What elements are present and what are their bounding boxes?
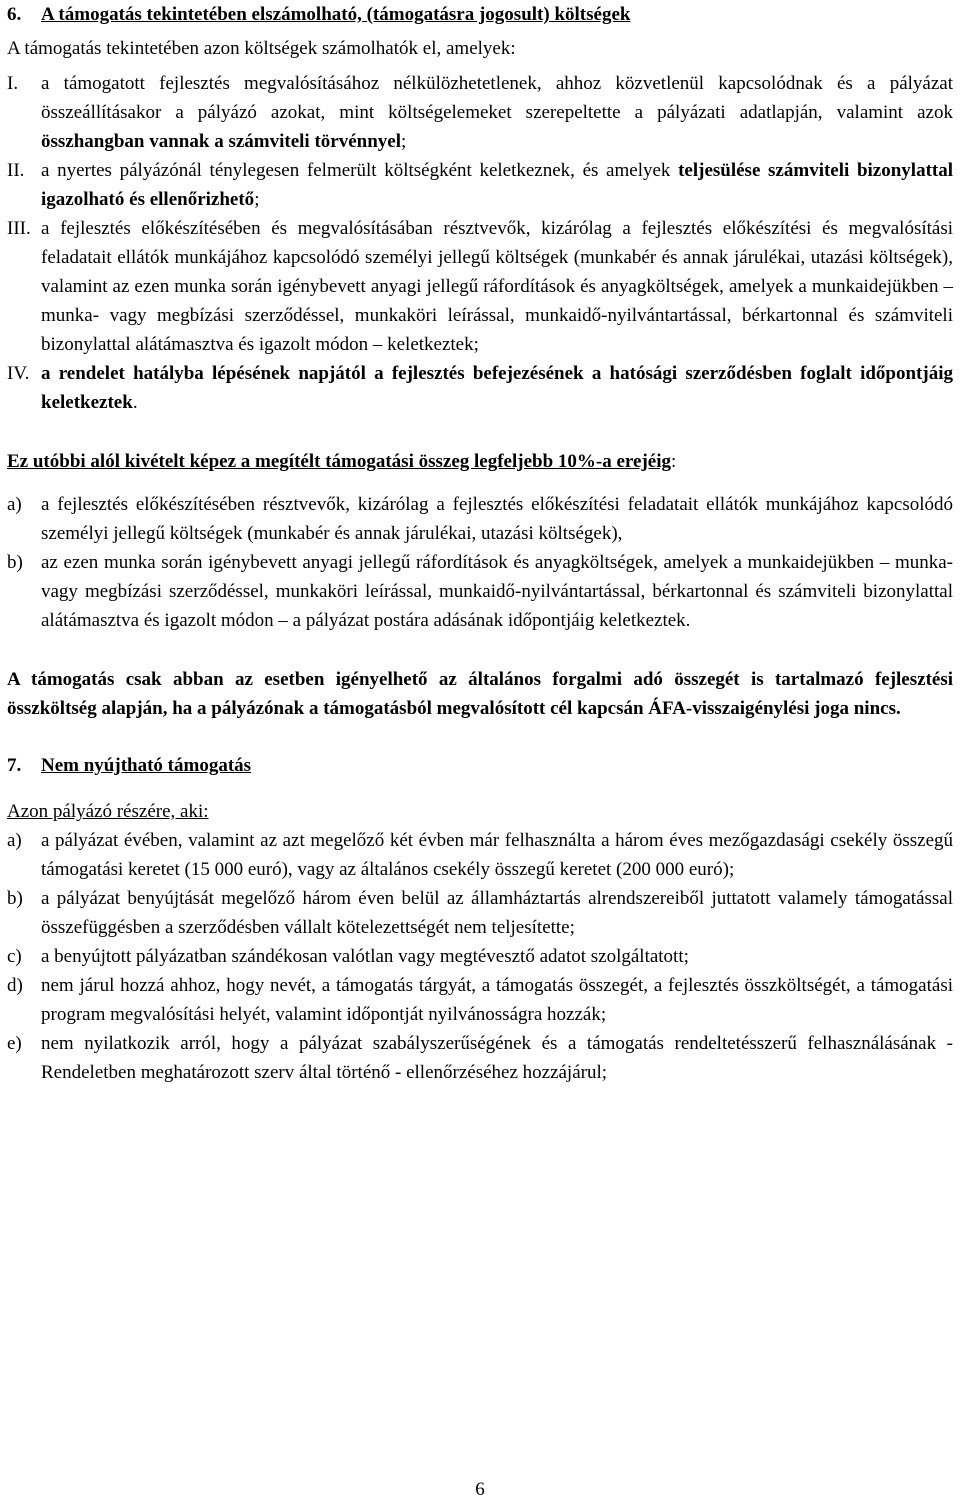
list-item-label: e) <box>7 1033 22 1054</box>
list-item-text: nem nyilatkozik arról, hogy a pályázat szabályszerűségének és a támogatás rendeltetésszerű felhasználásának - Rendeletben meghatározott szerv által történő - ellenőrzéséhez hozzájárul; <box>41 1033 953 1083</box>
list-item-label: b) <box>7 552 23 573</box>
list-item <box>7 1029 953 1087</box>
list-item <box>7 156 953 214</box>
list-item-label: I. <box>7 73 19 94</box>
section-6-title: A támogatás tekintetében elszámolható, (támogatásra jogosult) költségek <box>41 4 631 25</box>
section-7-intro: Azon pályázó részére, aki: <box>7 801 209 822</box>
list-item-text: a benyújtott pályázatban szándékosan valótlan vagy megtévesztő adatot szolgáltatott; <box>41 946 689 967</box>
list-item <box>7 69 953 156</box>
section-7-number: 7. <box>7 755 22 776</box>
list-item-label: a) <box>7 494 22 515</box>
list-item-text: az ezen munka során igénybevett anyagi jellegű ráfordítások és anyagköltségek, amelyek a munkaidejükben – munka- vagy megbízási szerződéssel, munkaköri leírással, munkaidő-nyilvántartással, bérkartonnal és számviteli bizonylattal alátámasztva és igazolt módon – a pályázat postára adásának időpontjáig keletkeztek. <box>41 552 953 631</box>
list-item-label: a) <box>7 830 22 851</box>
list-item-label: c) <box>7 946 22 967</box>
section-6-intro: A támogatás tekintetében azon költségek számolhatók el, amelyek: <box>7 38 516 59</box>
list-item <box>7 548 953 635</box>
section-7-title: Nem nyújtható támogatás <box>41 755 252 776</box>
exception-item-list <box>7 490 953 635</box>
exception-heading: Ez utóbbi alól kivételt képez a megítélt támogatási összeg legfeljebb 10%-a erejéig: <box>7 451 677 472</box>
section-6-heading <box>7 0 953 29</box>
list-item-text: a fejlesztés előkészítésében résztvevők, kizárólag a fejlesztés előkészítési feladatait ellátók munkájához kapcsolódó személyi jellegű költségek (munkabér és annak járulékai, utazási költségek), <box>41 494 953 544</box>
list-item <box>7 214 953 359</box>
list-item-label: IV. <box>7 363 30 384</box>
document-page <box>7 0 953 1087</box>
list-item-text: a támogatott fejlesztés megvalósításához nélkülözhetetlenek, ahhoz közvetlenül kapcsolódnak és a pályázat összeállításakor a pályázó azokat, mint költségelemeket szerepeltette a pályázati adatlapján, valamint azok összhangban vannak a számviteli törvénnyel; <box>41 73 953 152</box>
list-item-text: a pályázat évében, valamint az azt megelőző két évben már felhasználta a három éves mezőgazdasági csekély összegű támogatási keretet (15 000 euró), vagy az általános csekély összegű keretet (200 000 euró); <box>41 830 953 880</box>
list-item-text: a nyertes pályázónál ténylegesen felmerült költségként keletkeznek, és amelyek teljesülése számviteli bizonylattal igazolható és ellenőrizhető; <box>41 160 953 210</box>
list-item-text: a rendelet hatályba lépésének napjától a fejlesztés befejezésének a hatósági szerződésben foglalt időpontjáig keletkeztek. <box>41 363 953 413</box>
list-item <box>7 490 953 548</box>
section-6-number: 6. <box>7 4 22 25</box>
list-item <box>7 359 953 417</box>
list-item-text: nem járul hozzá ahhoz, hogy nevét, a támogatás tárgyát, a támogatás összegét, a fejlesztés összköltségét, a támogatási program megvalósítási helyét, valamint időpontját nyilvánosságra hozzák; <box>41 975 953 1025</box>
list-item-label: d) <box>7 975 23 996</box>
vat-note: A támogatás csak abban az esetben igényelhető az általános forgalmi adó összegét is tartalmazó fejlesztési összköltség alapján, ha a pályázónak a támogatásból megvalósított cél kapcsán ÁFA-visszaigénylési joga nincs. <box>7 669 953 719</box>
section-6-item-list <box>7 69 953 417</box>
list-item <box>7 942 953 971</box>
list-item <box>7 884 953 942</box>
list-item <box>7 971 953 1029</box>
list-item-label: III. <box>7 218 31 239</box>
list-item-label: b) <box>7 888 23 909</box>
list-item-text: a pályázat benyújtását megelőző három éven belül az államháztartás alrendszereiből juttatott valamely támogatással összefüggésben a szerződésben vállalt kötelezettségét nem teljesítette; <box>41 888 953 938</box>
section-7-item-list <box>7 826 953 1087</box>
section-7-heading <box>7 751 953 780</box>
list-item-label: II. <box>7 160 25 181</box>
page-number: 6 <box>475 1479 485 1500</box>
list-item-text: a fejlesztés előkészítésében és megvalósításában résztvevők, kizárólag a fejlesztés előkészítési és megvalósítási feladatait ellátók munkájához kapcsolódó személyi jellegű költségek (munkabér és annak járulékai, utazási költségek), valamint az ezen munka során igénybevett anyagi jellegű ráfordítások és anyagköltségek, amelyek a munkaidejükben – munka- vagy megbízási szerződéssel, munkaköri leírással, munkaidő-nyilvántartással, bérkartonnal és számviteli bizonylattal alátámasztva és igazolt módon – keletkeztek; <box>41 218 953 355</box>
list-item <box>7 826 953 884</box>
